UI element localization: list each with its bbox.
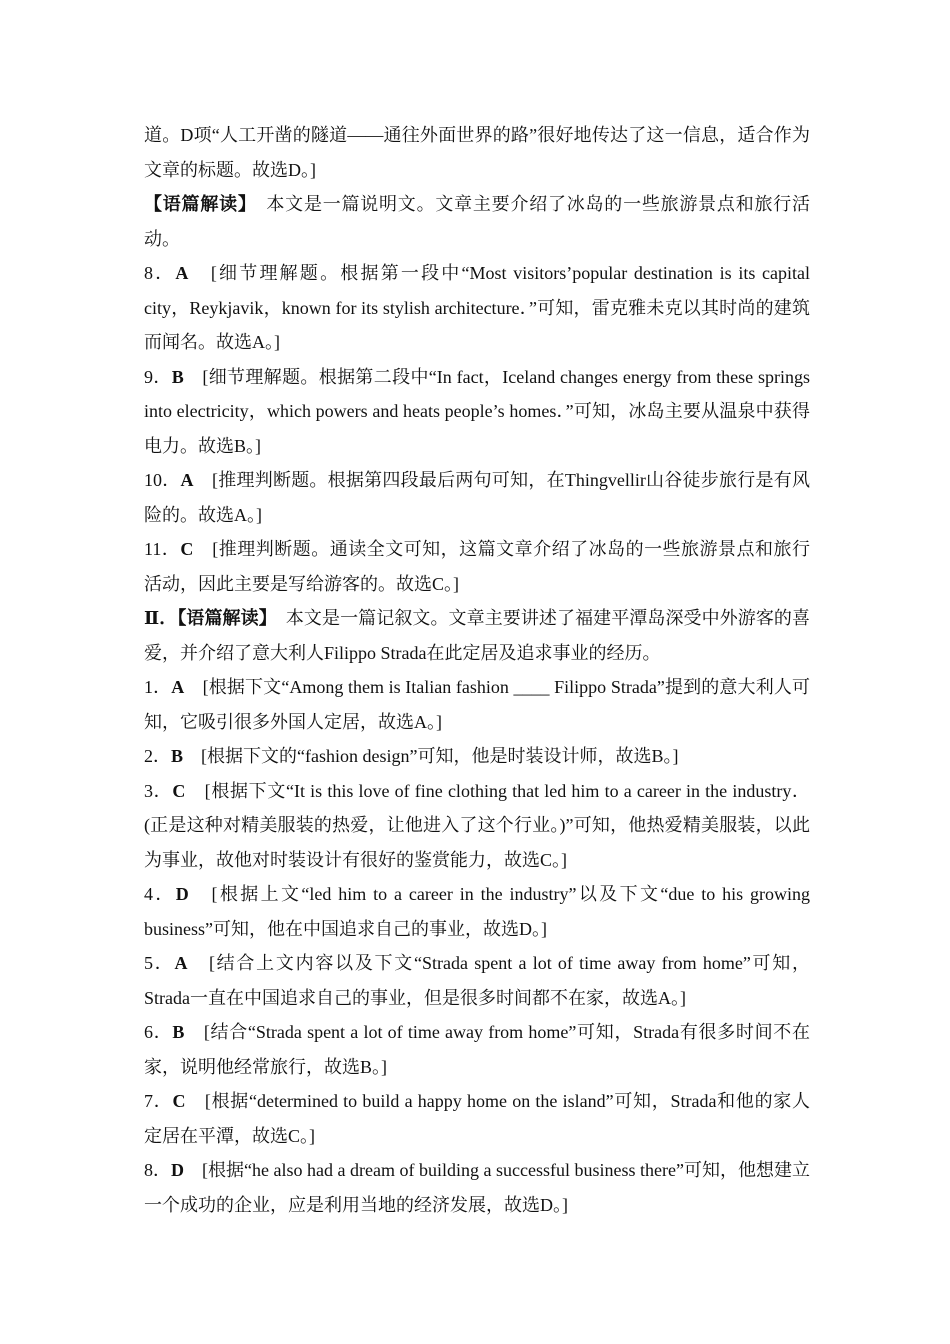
answer-item-8b: 8．D [根据“he also had a dream of building a successful business there”可知，他想建立一个成功的企业，应是利用当地的经济发展，故选D。]	[144, 1160, 810, 1215]
answer-item-1: 1．A [根据下文“Among them is Italian fashion ____ Filippo Strada”提到的意大利人可知，它吸引很多外国人定居，故选A。]	[144, 677, 810, 732]
answer-item-9: 9．B [细节理解题。根据第二段中“In fact，Iceland changes energy from these springs into electricity，which powers and heats people’s homes．”可知，冰岛主要从温泉中获得电力。故选B。]	[144, 366, 811, 456]
passage-analysis-1: 【语篇解读】 本文是一篇说明文。文章主要介绍了冰岛的一些旅游景点和旅行活动。	[144, 194, 811, 249]
answer-item-7: 7．C [根据“determined to build a happy home on the island”可知，Strada和他的家人定居在平潭，故选C。]	[144, 1091, 810, 1146]
paragraph-continued: 道。D项“人工开凿的隧道——通往外面世界的路”很好地传达了这一信息，适合作为文章的标题。故选D。]	[144, 125, 810, 180]
answer-item-6: 6．B [结合“Strada spent a lot of time away from home”可知，Strada有很多时间不在家，说明他经常旅行，故选B。]	[144, 1022, 811, 1077]
answer-item-5: 5．A [结合上文内容以及下文“Strada spent a lot of time away from home”可知，Strada一直在中国追求自己的事业，但是很多时间都不在家，故选A。]	[144, 953, 811, 1008]
answer-item-2: 2．B [根据下文的“fashion design”可知，他是时装设计师，故选B。]	[144, 746, 679, 766]
answer-item-3: 3．C [根据下文“It is this love of fine clothing that led him to a career in the industry．(正是这种对精美服装的热爱，让他进入了这个行业。)”可知，他热爱精美服装，以此为事业，故他对时装设计有很好的鉴赏能力，故选C。]	[144, 780, 811, 870]
answer-item-4: 4．D [根据上文“led him to a career in the industry”以及下文“due to his growing business”可知，他在中国追求自己的事业，故选D。]	[144, 884, 811, 939]
passage-analysis-2: Ⅱ．【语篇解读】 本文是一篇记叙文。文章主要讲述了福建平潭岛深受中外游客的喜爱，并介绍了意大利人Filippo Strada在此定居及追求事业的经历。	[144, 608, 810, 663]
answer-item-10: 10．A [推理判断题。根据第四段最后两句可知，在Thingvellir山谷徒步旅行是有风险的。故选A。]	[144, 470, 811, 525]
answer-item-8: 8．A [细节理解题。根据第一段中“Most visitors’popular destination is its capital city，Reykjavik，known for its stylish architecture．”可知，雷克雅未克以其时尚的建筑而闻名。故选A。]	[144, 263, 811, 352]
answer-key-page	[144, 118, 810, 1222]
answer-item-11: 11．C [推理判断题。通读全文可知，这篇文章介绍了冰岛的一些旅游景点和旅行活动，因此主要是写给游客的。故选C。]	[144, 539, 810, 594]
